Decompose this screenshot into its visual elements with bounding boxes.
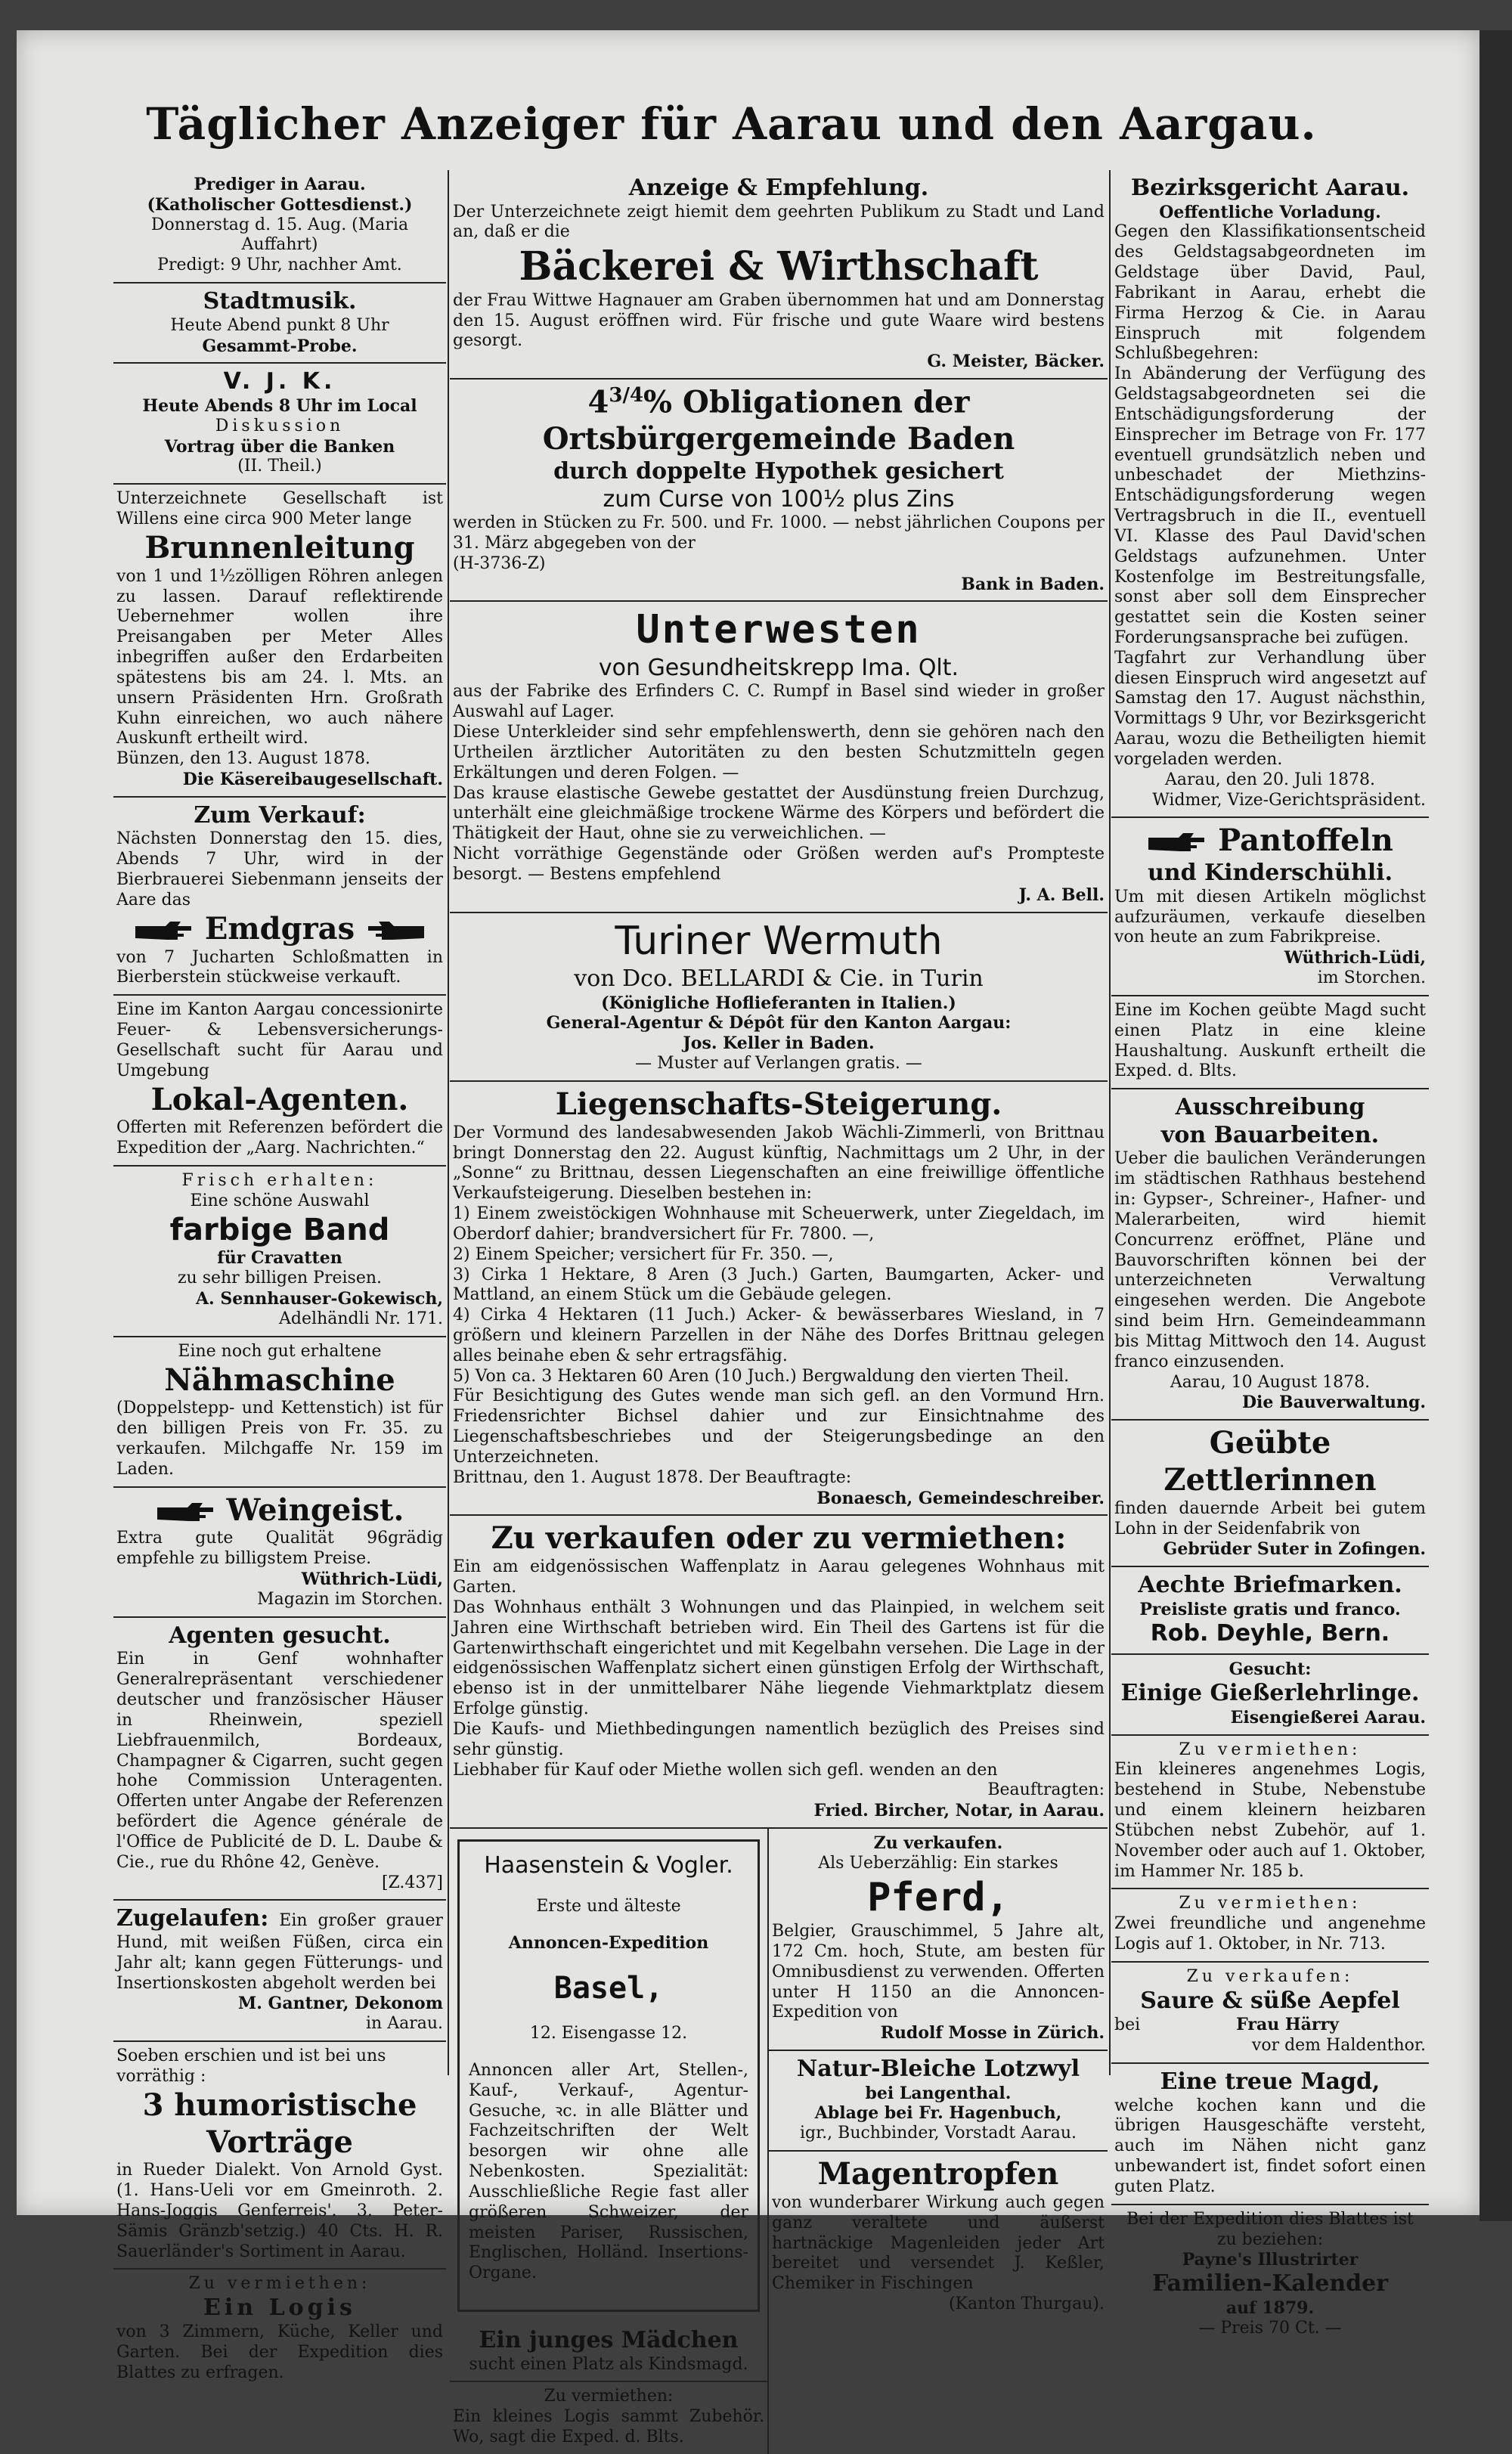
- ad-logis-hammer: Zu vermiethen: Ein kleineres angenehmes Logis, bestehend in Stube, Nebenstube und einem kleinern heizbaren Stübchen nebst Zubehör, auf 1. November oder auch auf 1. Oktober, im Hammer Nr. 185 b.: [1111, 1736, 1429, 1890]
- ad-treue-magd: Eine treue Magd, welche kochen kann und die übrigen Hausgeschäfte versteht, auch im Nähen nicht ganz unbewandert ist, findet sofort einen guten Platz.: [1111, 2064, 1429, 2205]
- ad-verkaufen-vermiethen: Zu verkaufen oder zu vermiethen: Ein am eidgenössischen Waffenplatz in Aarau gelegenes Wohnhaus mit Garten. Das Wohnhaus enthält 3 Wohnungen und das Plainpied, in welchem seit Jahren eine Wirthschaft betrieben wird. Ein Theil des Gartens ist für die Gartenwirthschaft eingerichtet und mit Kegelbahn versehen. Die Lage in der eidgenössischen Waffenplatz sichert einen günstigen Erfolg der Wirthschaft, ebenso ist in der unmittelbarer Nähe liegende Viehmarktplatz diesem Erfolge günstig. Die Kaufs- und Miethbedingungen namentlich bezüglich des Preises sind sehr günstig. Liebhaber für Kauf oder Miethe wollen sich gefl. wenden an den Beauftragten: Fried. Bircher, Notar, in Aarau.: [450, 1516, 1108, 1829]
- middle-bottom-left: [450, 1829, 769, 2454]
- page-edge: [1479, 30, 1512, 2221]
- column-rule: [448, 170, 449, 2075]
- ad-natur-bleiche: Natur-Bleiche Lotzwyl bei Langenthal. Ablage bei Fr. Hagenbuch, igr., Buchbinder, Vorstadt Aarau.: [769, 2051, 1108, 2152]
- weingeist-heading: Weingeist.: [226, 1492, 404, 1528]
- ad-bezirksgericht: Bezirksgericht Aarau. Oeffentliche Vorladung. Gegen den Klassifikationsentscheid des Geldstagsabgeordneten im Geldstage über David, Paul, Fabrikant in Aarau, erhebt die Firma Herzog & Cie. in Aarau Einspruch mit folgendem Schlußbegehren: In Abänderung der Verfügung des Geldstagsabgeordneten sei die Entschädigungsforderung der Einsprecher im Betrage von Fr. 177 eventuell grundsätzlich neben und unbeschadet der Miethzins-Entschädigungsforderung wegen Vertragsbruch in die II., eventuell VI. Klasse des Paul David'schen Geldstags aufzunehmen. Unter Kostenfolge im Bestreitungsfalle, sonst aber soll dem Einsprecher gestattet sein die Kosten seiner Forderungsansprache bei zufügen. Tagfahrt zur Verhandlung über diesen Einspruch wird angesetzt auf Samstag den 17. August nächsthin, Vormittags 9 Uhr, vor Bezirksgericht Aarau, wozu die Betheiligten hiemit vorgeladen werden. Aarau, den 20. Juli 1878. Widmer, Vize-Gerichtspräsident.: [1111, 170, 1429, 818]
- ad-bauarbeiten: Ausschreibung von Bauarbeiten. Ueber die baulichen Veränderungen im städtischen Rathhaus bestehend in: Gypser-, Schreiner-, Hafner- und Malerarbeiten, wird hiemit Concurrenz eröffnet, Pläne und Bauvorschriften können bei der unterzeichneten Verwaltung eingesehen werden. Die Angebote sind beim Hrn. Gemeindeammann bis Mittag Mittwoch den 14. August franco einzusenden. Aarau, 10 August 1878. Die Bauverwaltung.: [1111, 1089, 1429, 1421]
- middle-bottom-row: [450, 1829, 1108, 2454]
- pointing-hand-icon: [156, 1500, 216, 1526]
- ad-briefmarken: Aechte Briefmarken. Preisliste gratis und franco. Rob. Deyhle, Bern.: [1111, 1567, 1429, 1655]
- middle-bottom-right: [769, 1829, 1108, 2454]
- newspaper-title: Täglicher Anzeiger für Aarau und den Aargau.: [146, 98, 1317, 150]
- ad-aepfel: Zu verkaufen: Saure & süße Aepfel bei Frau Härry vor dem Haldenthor.: [1111, 1963, 1429, 2064]
- ad-wermuth: Turiner Wermuth von Dco. BELLARDI & Cie. in Turin (Königliche Hoflieferanten in Italien.) General-Agentur & Dépôt für den Kanton Aargau: Jos. Keller in Baden. — Muster auf Verlangen gratis. —: [450, 913, 1108, 1082]
- pointing-hand-icon: [1147, 830, 1207, 856]
- ad-logis-713: Zu vermiethen: Zwei freundliche und angenehme Logis auf 1. Oktober, in Nr. 713.: [1111, 1889, 1429, 1962]
- ad-pantoffeln: Pantoffeln und Kinderschühli. Um mit diesen Artikeln möglichst aufzuräumen, verkaufe dieselben von heute an zum Fabrikpreise. Wüthrich-Lüdi, im Storchen.: [1111, 818, 1429, 996]
- verkauf-item: Emdgras: [204, 910, 355, 947]
- ad-zugelaufen: Zugelaufen: Ein großer grauer Hund, mit weißen Füßen, circa ein Jahr alt; kann gegen Fütterungs- und Insertionskosten abgeholt werden bei M. Gantner, Dekonom in Aarau.: [113, 1901, 446, 2042]
- ad-magentropfen: Magentropfen von wunderbarer Wirkung auch gegen ganz veraltete und äußerst hartnäckige Magenleiden jeder Art bereitet und versendet J. Keßler, Chemiker in Fischingen (Kanton Thurgau).: [772, 2156, 1105, 2314]
- pointing-hand-icon: [365, 919, 426, 944]
- ad-obligationen: $4^{3/4}\%$ Obligationen der Ortsbürgergemeinde Baden durch doppelte Hypothek gesichert zum Curse von 100½ plus Zins werden in Stücken zu Fr. 500. und Fr. 1000. — nebst jährlichen Coupons per 31. März abgegeben von der (H-3736-Z) Bank in Baden.: [450, 380, 1108, 602]
- ad-farbige-band: Frisch erhalten: Eine schöne Auswahl farbige Band für Cravatten zu sehr billigen Preisen. A. Sennhauser-Gokewisch, Adelhändli Nr. 171.: [113, 1167, 446, 1337]
- ad-agenten-gesucht: Agenten gesucht. Ein in Genf wohnhafter Generalrepräsentant verschiedener deutscher und französischer Häuser in Rheinwein, speziell Liebfrauenmilch, Bordeaux, Champagner & Cigarren, sucht gegen hohe Commission Unteragenten. Offerten unter Angabe der Referenzen befördert die Agence générale de l'Office de Publicité de D. L. Daube & Cie., rue du Rhône 42, Genève. [Z.437]: [113, 1618, 446, 1901]
- ad-baeckerei: Anzeige & Empfehlung. Der Unterzeichnete zeigt hiemit dem geehrten Publikum zu Stadt und Land an, daß er die Bäckerei & Wirthschaft der Frau Wittwe Hagnauer am Graben übernommen hat und am Donnerstag den 15. August eröffnen wird. Für frische und gute Waare wird bestens gesorgt. G. Meister, Bäcker.: [450, 170, 1108, 380]
- ad-naehmaschine: Eine noch gut erhaltene Nähmaschine (Doppelstepp- und Kettenstich) ist für den billigen Preis von Fr. 35. zu verkaufen. Milchgaffe Nr. 159 im Laden.: [113, 1337, 446, 1488]
- ad-zum-verkauf: Zum Verkauf: Nächsten Donnerstag den 15. dies, Abends 7 Uhr, wird in der Bierbrauerei Siebenmann jenseits der Aare das Emdgras von 7 Jucharten Schloßmatten in Bierberstein stückweise verkauft.: [113, 798, 446, 996]
- ad-giesserlehrlinge: Gesucht: Einige Gießerlehrlinge. Eisengießerei Aarau.: [1111, 1655, 1429, 1735]
- ad-unterwesten: Unterwesten von Gesundheitskrepp Ima. Qlt. aus der Fabrike des Erfinders C. C. Rumpf in Basel sind wieder in großer Auswahl auf Lager. Diese Unterkleider sind sehr empfehlenswerth, denn sie gehören nach den Urtheilen ärztlicher Autoritäten zu den besten Schutzmitteln gegen Erkältungen und deren Folgen. — Das krause elastische Gewebe gestattet der Ausdünstung freien Durchzug, unterhält eine gleichmäßige trockene Wärme des Körpers und befördert die Thätigkeit der Haut, ohne sie zu verweichlichen. — Nicht vorräthige Gegenstände oder Größen werden auf's Prompteste besorgt. — Bestens empfehlend J. A. Bell.: [450, 602, 1108, 913]
- column-left: [113, 170, 446, 2389]
- ad-junges-maedchen: Ein junges Mädchen sucht einen Platz als Kindsmagd.: [450, 2322, 767, 2382]
- ad-zettlerinnen: Geübte Zettlerinnen finden dauernde Arbeit bei gutem Lohn in der Seidenfabrik von Gebrüder Suter in Zofingen.: [1111, 1421, 1429, 1567]
- ad-vjk: V. J. K. Heute Abends 8 Uhr im Local Diskussion Vortrag über die Banken (II. Theil.): [113, 364, 446, 485]
- pointing-hand-icon: [134, 919, 194, 944]
- ad-familien-kalender: Bei der Expedition dies Blattes ist zu beziehen: Payne's Illustrirter Familien-Kalender auf 1879. — Preis 70 Ct. —: [1126, 2209, 1414, 2338]
- ad-pferd: Zu verkaufen. Als Ueberzählig: Ein starkes Pferd, Belgier, Grauschimmel, 5 Jahre alt, 172 Cm. hoch, Stute, am besten für Omnibusdienst zu verwenden. Offerten unter H 1150 an die Annoncen-Expedition von Rudolf Mosse in Zürich.: [769, 1829, 1108, 2051]
- ad-vortraege: Soeben erschien und ist bei uns vorräthig : 3 humoristische Vorträge in Rueder Dialekt. Von Arnold Gyst. (1. Hans-Ueli vor em Gmeinroth. 2. Hans-Joggis Genferreis'. 3. Peter-Sämis Gränzb'setzig.) 40 Cts. H. R. Sauerländer's Sortiment in Aarau.: [113, 2042, 446, 2270]
- ad-stadtmusik: Stadtmusik. Heute Abend punkt 8 Uhr Gesammt-Probe.: [113, 284, 446, 364]
- ad-logis: Zu vermiethen: Ein Logis von 3 Zimmern, Küche, Keller und Garten. Bei der Expedition dies Blattes zu erfragen.: [116, 2274, 443, 2382]
- ad-prediger: Prediger in Aarau. (Katholischer Gottesdienst.) Donnerstag d. 15. Aug. (Maria Auffahrt) Predigt: 9 Uhr, nachher Amt.: [113, 170, 446, 284]
- pantoffeln-heading: Pantoffeln: [1218, 823, 1393, 859]
- ad-lokal-agenten: Eine im Kanton Aargau concessionirte Feuer- & Lebensversicherungs-Gesellschaft sucht für Aarau und Umgebung Lokal-Agenten. Offerten mit Referenzen befördert die Expedition der „Aarg. Nachrichten.“: [113, 996, 446, 1167]
- column-rule: [1109, 170, 1111, 2075]
- column-middle: [450, 170, 1108, 2454]
- ad-haasenstein: Haasenstein & Vogler. Erste und älteste Annoncen-Expedition Basel, 12. Eisengasse 12. Annoncen aller Art, Stellen-, Kauf-, Verkauf-, Agentur-Gesuche, ꝛc. in alle Blätter und Fachzeitschriften der Welt besorgen wir ohne alle Nebenkosten. Spezialität: Ausschließliche Regie fast aller größeren Schweizer, der meisten Pariser, Russischen, Englischen, Holländ. Insertions-Organe.: [457, 1839, 760, 2312]
- ad-magd-kochen: Eine im Kochen geübte Magd sucht einen Platz in eine kleine Haushaltung. Auskunft ertheilt die Exped. d. Blts.: [1111, 996, 1429, 1089]
- ad-brunnenleitung: Unterzeichnete Gesellschaft ist Willens eine circa 900 Meter lange Brunnenleitung von 1 und 1½zölligen Röhren anlegen zu lassen. Darauf reflektirende Uebernehmer wollen ihre Preisangaben per Meter Alles inbegriffen außer den Erdarbeiten spätestens bis am 24. l. Mts. an unsern Präsidenten Hrn. Großrath Kuhn einreichen, wo auch nähere Auskunft ertheilt wird. Bünzen, den 13. August 1878. Die Käsereibaugesellschaft.: [113, 485, 446, 798]
- ad-kleines-logis: Zu vermiethen: Ein kleines Logis sammt Zubehör. Wo, sagt die Exped. d. Blts.: [453, 2387, 764, 2447]
- column-right: [1111, 170, 1429, 2344]
- ad-liegenschafts-steigerung: Liegenschafts-Steigerung. Der Vormund des landesabwesenden Jakob Wächli-Zimmerli, von Brittnau bringt Donnerstag den 22. August künftig, Nachmittags um 2 Uhr, in der „Sonne“ zu Brittnau, dessen Liegenschaften an eine freiwillige öffentliche Verkaufsteigerung. Dieselben bestehen in: 1) Einem zweistöckigen Wohnhause mit Scheuerwerk, unter Ziegeldach, im Oberdorf dahier; brandversichert für Fr. 7800. —, 2) Einem Speicher; versichert für Fr. 350. —, 3) Cirka 1 Hektare, 8 Aren (3 Juch.) Garten, Baumgarten, Acker- und Mattland, an einem Stück um die Gebäude gelegen. 4) Cirka 4 Hektaren (11 Juch.) Acker- & bewässerbares Wiesland, in 7 größern und kleinern Parzellen in der Nähe des Dorfes Brittnau gelegen alles beinahe eben & sehr ertragsfähig. 5) Von ca. 3 Hektaren 60 Aren (10 Juch.) Bergwaldung den vierten Theil. Für Besichtigung des Gutes wende man sich gefl. an den Vormund Hrn. Friedensrichter Bichsel dahier und zur Einsichtnahme des Liegenschaftsbeschriebes und der Steigerungsbedinge an den Unterzeichneten. Brittnau, den 1. August 1878. Der Beauftragte: Bonaesch, Gemeindeschreiber.: [450, 1082, 1108, 1517]
- ad-weingeist: Weingeist. Extra gute Qualität 96grädig empfehle zu billigstem Preise. Wüthrich-Lüdi, Magazin im Storchen.: [113, 1488, 446, 1618]
